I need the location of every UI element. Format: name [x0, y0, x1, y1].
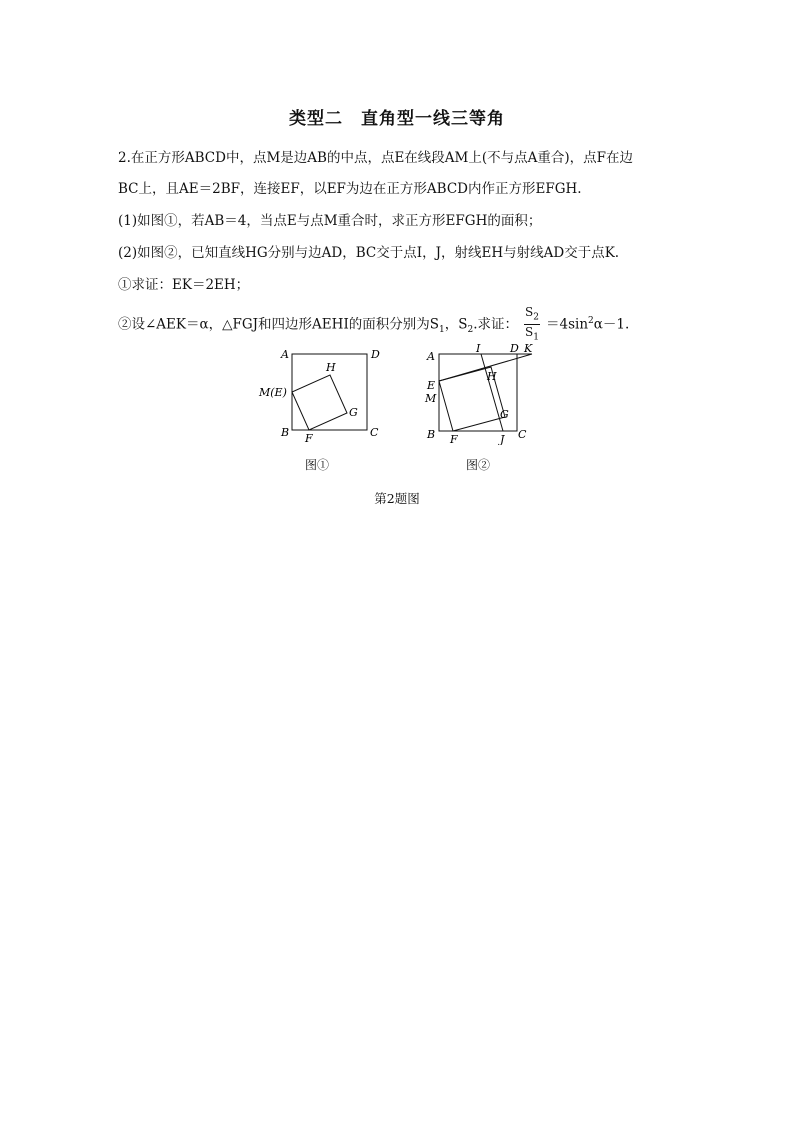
- sub-question-1: ①求证：EK＝2EH；: [118, 277, 250, 293]
- sub-index-2: 2: [467, 325, 474, 336]
- label-K: K: [524, 342, 533, 355]
- label-A: A: [281, 348, 289, 361]
- square-efgh: [292, 375, 347, 430]
- sub2-prefix: ②设∠AEK＝α，△FGJ和四边形AEHI的面积分别为S: [118, 316, 440, 333]
- figure-1-name: 图①: [305, 458, 330, 472]
- part-2: (2)如图②，已知直线HG分别与边AD，BC交于点I，J，射线EH与射线AD交于点K.: [118, 245, 620, 261]
- sub2-mid: ，S: [444, 316, 468, 333]
- part-1: (1)如图①，若AB＝4，当点E与点M重合时，求正方形EFGH的面积；: [118, 213, 542, 229]
- fraction-denominator: $S_1$: [525, 325, 540, 343]
- problem-line-2: BC上，且AE＝2BF，连接EF，以EF为边在正方形ABCD内作正方形EFGH.: [118, 181, 582, 197]
- label-D: D: [510, 342, 519, 355]
- figure-2-name: 图②: [466, 458, 491, 472]
- sup-2: 2: [588, 315, 594, 326]
- sub2-suffix-a: ＝4sin: [546, 316, 589, 333]
- figure-caption: 第2题图: [374, 491, 420, 506]
- label-B: B: [281, 426, 290, 439]
- label-ME: M(E): [259, 386, 287, 399]
- fraction-numerator: $S_2$: [524, 305, 540, 325]
- label-I: I: [476, 342, 481, 355]
- label-F: F: [450, 433, 458, 445]
- label-C: C: [518, 428, 527, 441]
- label-C: C: [370, 426, 379, 439]
- label-B: B: [427, 428, 436, 441]
- problem-line-1: 2.在正方形ABCD中，点M是边AB的中点，点E在线段AM上(不与点A重合)，点F在边: [118, 150, 634, 166]
- label-D: D: [371, 348, 380, 361]
- label-J: J: [500, 433, 505, 445]
- area-ratio-fraction: [524, 305, 540, 345]
- label-E: E: [427, 379, 436, 392]
- sub-index-1: 1: [439, 325, 445, 336]
- label-H: H: [326, 361, 336, 374]
- figure-1: [250, 340, 390, 445]
- figure-2: [418, 340, 548, 445]
- label-H: H: [487, 370, 497, 383]
- label-A: A: [427, 350, 435, 363]
- label-M: M: [425, 392, 437, 405]
- label-G: G: [500, 408, 509, 421]
- sub2-suffix-b: α－1.: [593, 316, 630, 333]
- label-F: F: [305, 432, 313, 445]
- sub-question-2: [118, 305, 629, 345]
- page-title: 类型二 直角型一线三等角: [289, 109, 505, 129]
- sub2-after: .求证：: [473, 316, 519, 333]
- label-G: G: [349, 406, 358, 419]
